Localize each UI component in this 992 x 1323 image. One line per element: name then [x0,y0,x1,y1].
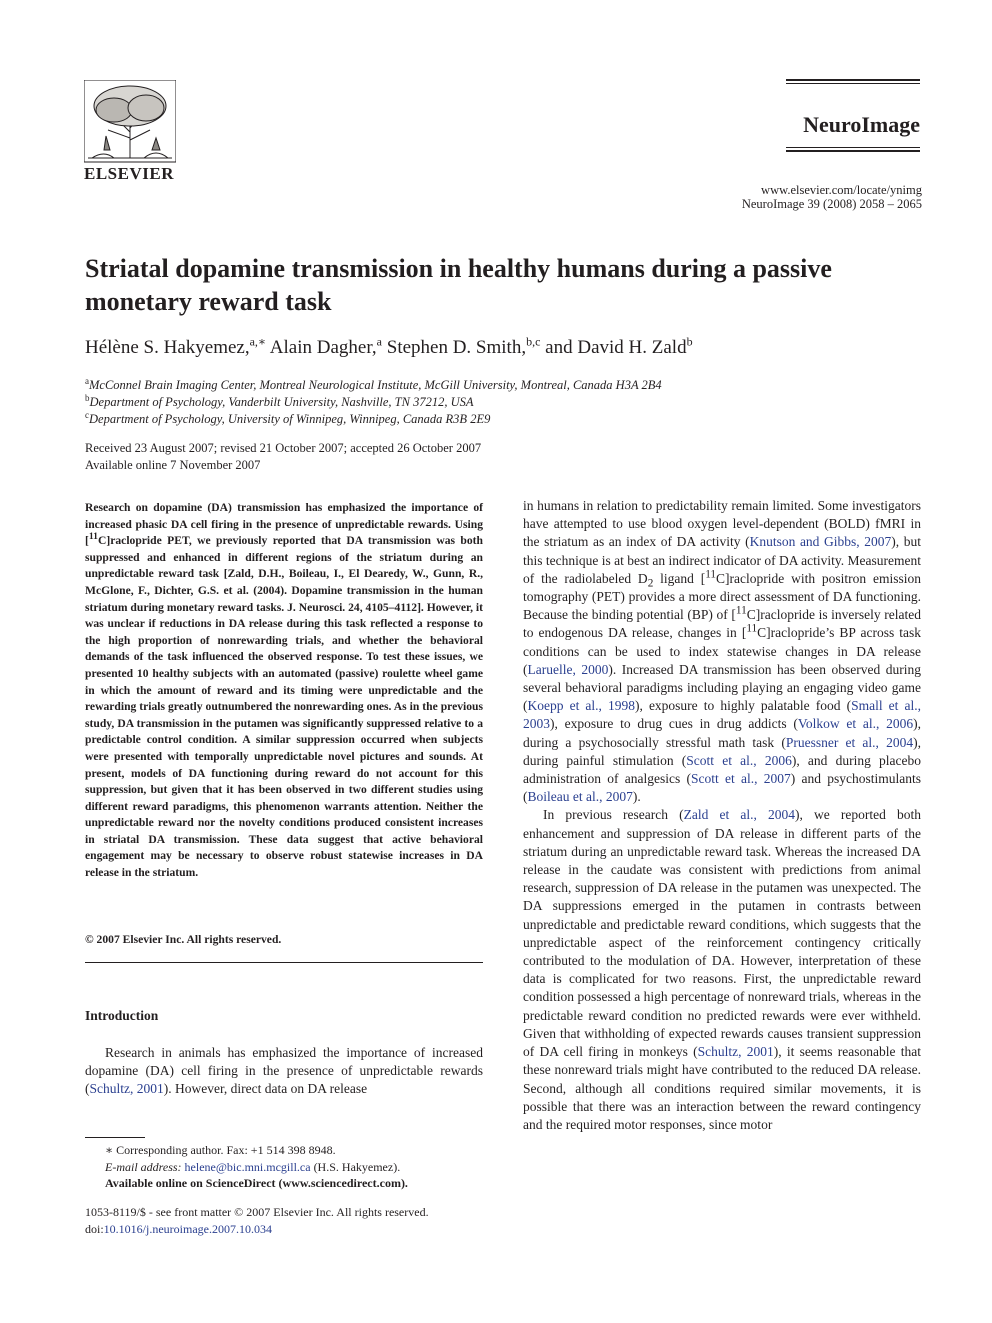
citation-link[interactable]: Small et al., 2003 [523,698,921,732]
paragraph-text: ). [632,789,641,805]
journal-url[interactable]: www.elsevier.com/locate/ynimg [761,183,922,197]
issn-line: 1053-8119/$ - see front matter © 2007 Elsevier Inc. All rights reserved. [85,1205,429,1219]
received-date: Received 23 August 2007; revised 21 October 2007; accepted 26 October 2007 [85,441,482,455]
paragraph-text: ), it seems reasonable that these nonreward trials might have contributed to the reduced DA release. Second, although all conditions required similar movements, it is possible that there was an interaction between the reward contingency and the required motor responses, since motor [523,1044,921,1132]
section-heading: Introduction [85,1008,159,1023]
paragraph-text: ), but this technique is at best an indirect indicator of DA activity. Measurement of the radiolabeled D [523,534,922,586]
paragraph-text: ), exposure to highly palatable food ( [634,698,852,714]
front-matter [85,1204,429,1238]
paragraph-text: C]raclopride with positron emission tomography (PET) provides a more direct assessment of DA functioning. Because the binding potential (BP) of [ [523,570,921,623]
paragraph-text: ligand [ [653,570,706,586]
affiliation [85,375,662,393]
journal-rule-bottom [786,150,920,152]
isotope-superscript: 11 [88,531,98,543]
paragraph-text: ). Increased DA transmission has been observed during several behavioral paradigms including playing an engaging video game ( [523,661,921,714]
paragraph-text: In previous research ( [543,807,684,823]
journal-citation: NeuroImage 39 (2008) 2058 – 2065 [741,197,922,211]
affiliation-marker: b [85,392,90,403]
citation-link[interactable]: Knutson and Gibbs, 2007 [749,534,892,550]
author-affiliation-marker[interactable]: a,∗ [249,334,267,349]
abstract-text: Research on dopamine (DA) transmission has emphasized the importance of increased phasic DA cell firing in the presence of unpredictable rewards. Using [ [85,501,483,548]
author-affiliation-marker[interactable]: b,c [526,334,541,349]
paragraph-text: ), during painful stimulation ( [523,734,921,768]
sciencedirect-note: Available online on ScienceDirect (www.sciencedirect.com). [105,1176,408,1190]
paragraph-text: ), exposure to drug cues in drug addicts ( [550,716,798,732]
paragraph-text: C]raclopride’s BP across task conditions can be used to index statewise changes in DA release ( [523,625,921,677]
author-name: and David H. Zald [545,337,687,358]
article-dates [85,440,481,474]
email-label: E-mail address: [105,1159,182,1174]
paragraph-text: ). However, direct data on DA release [163,1081,368,1097]
paragraph [523,497,921,806]
email-owner: (H.S. Hakyemez). [310,1159,401,1174]
author-affiliation-marker[interactable]: b [686,334,693,349]
affiliation-marker: a [85,375,89,386]
citation-link[interactable]: Scott et al., 2007 [690,771,791,787]
journal-rule-top [786,79,920,81]
paragraph-text: ), we reported both enhancement and suppression of DA release in different parts of the striatum during an unpredictable reward task. Whereas the increased DA release in the caudate was consistent with predictions from animal research, suppression of DA release in the putamen was unexpected. The DA suppressions emerged in the putamen in contrasts between unpredictable and predictable reward conditions, which suggests that the unpredictable aspect of the reinforcement contingency critically contributed to the modulation of DA. However, interpretation of these data is complicated for two reasons. First, the unpredictable reward condition possessed a high percentage of nonreward trials, whereas in the predictable reward condition no predicted rewards were ever withheld. Given that withholding of expected rewards causes transient suppression of DA cell firing in monkeys ( [523,807,921,1060]
abstract-text: C]raclopride PET, we previously reported that DA transmission was both suppressed and enhanced in different regions of the striatum during an unpredictable reward task [Zald, D.H., Boileau, I., El Dearedy, W., Gunn, R., McGlone, F., Dichter, G.S. et al. (2004). Dopamine transmission in the human striatum during monetary reward tasks. J. Neurosci. 24, 4105–4112]. However, it was unclear if reductions in DA release during this task reflected a response to the high proportion of nonrewarding trials, and whether the behavioral demands of the task influenced the observed response. To test these issues, we presented 10 healthy subjects with an automated (passive) roulette wheel game in which the amount of reward and its timing were unpredictable and the rewarding trials greatly outnumbered the nonrewarding ones. As in the previous study, DA transmission in the putamen was significantly suppressed relative to a predictable control condition. A similar suppression occurred when subjects were presented with temporally unpredictable novel pictures and sounds. At present, models of DA functioning during reward do not account for this suppression, but given that it has been observed in two different studies using different reward paradigms, this phenomenon warrants attention. Neither the unpredictable reward nor the novelty conditions produced consistent increases in striatal DA transmission. These data suggest that active behavioral engagement may be necessary to observe robust statewise increases in DA release in the striatum. [85,534,483,880]
paragraph-text: in humans in relation to predictability remain limited. Some investigators have attempted to use blood oxygen level-dependent (BOLD) fMRI in the striatum as an index of DA activity ( [523,498,921,550]
citation-link[interactable]: Scott et al., 2006 [686,752,792,768]
author-name: Stephen D. Smith, [386,337,527,358]
abstract-divider [85,962,483,963]
paragraph-text: ), during a psychosocially stressful math task ( [523,716,921,750]
email-link[interactable]: helene@bic.mni.mcgill.ca [184,1159,311,1174]
right-column [523,497,921,1134]
abstract [85,500,483,882]
online-date: Available online 7 November 2007 [85,458,261,472]
paragraph-text: ) and psychostimulants ( [523,771,921,805]
paragraph [85,1044,483,1099]
affiliation [85,392,474,410]
citation-link[interactable]: Volkow et al., 2006 [797,716,914,732]
isotope-superscript: 11 [705,568,717,581]
publisher-name: ELSEVIER [84,164,174,183]
paragraph-text: ), and during placebo administration of analgesics ( [523,752,921,787]
affiliation-text: McConnel Brain Imaging Center, Montreal Neurological Institute, McGill University, Montreal, Canada H3A 2B4 [89,378,662,392]
citation-link[interactable]: Pruessner et al., 2004 [785,734,914,750]
isotope-superscript: 11 [735,604,747,617]
isotope-superscript: 11 [746,622,758,635]
citation-link[interactable]: Schultz, 2001 [89,1081,164,1097]
footnote-divider [85,1137,145,1138]
author-list [85,334,915,359]
doi-line [85,1221,429,1238]
author-name: Alain Dagher, [269,337,377,358]
affiliation [85,409,491,427]
affiliation-text: Department of Psychology, Vanderbilt University, Nashville, TN 37212, USA [89,395,474,409]
article-title: Striatal dopamine transmission in healthy humans during a passive monetary reward task [85,254,832,316]
citation-link[interactable]: Boileau et al., 2007 [527,789,633,805]
paragraph [523,806,921,1134]
affiliation-text: Department of Psychology, University of Winnipeg, Winnipeg, Canada R3B 2E9 [89,412,491,426]
paragraph-text: Research in animals has emphasized the importance of increased dopamine (DA) cell firing in the presence of unpredictable rewards ( [85,1045,483,1097]
footnotes [85,1142,483,1192]
journal-title: NeuroImage [803,112,920,137]
author-affiliation-marker[interactable]: a [376,334,382,349]
citation-link[interactable]: Koepp et al., 1998 [527,698,635,714]
doi-label: doi: [85,1222,104,1236]
author-name: Hélène S. Hakyemez, [85,337,250,358]
paragraph-text: C]raclopride is inversely related to endogenous DA release, changes in [ [523,607,922,641]
subscript: 2 [647,577,654,590]
citation-link[interactable]: Zald et al., 2004 [683,807,795,823]
citation-link[interactable]: Laruelle, 2000 [527,661,609,677]
journal-rule-bottom-thin [786,147,920,148]
doi-link[interactable]: 10.1016/j.neuroimage.2007.10.034 [103,1222,272,1236]
affiliation-marker: c [85,409,89,420]
copyright: © 2007 Elsevier Inc. All rights reserved. [85,933,282,946]
corresponding-author-note: ∗ Corresponding author. Fax: +1 514 398 8948. [105,1143,336,1157]
email-note [85,1159,483,1176]
citation-link[interactable]: Schultz, 2001 [697,1044,774,1060]
journal-rule-top-thin [786,83,920,84]
